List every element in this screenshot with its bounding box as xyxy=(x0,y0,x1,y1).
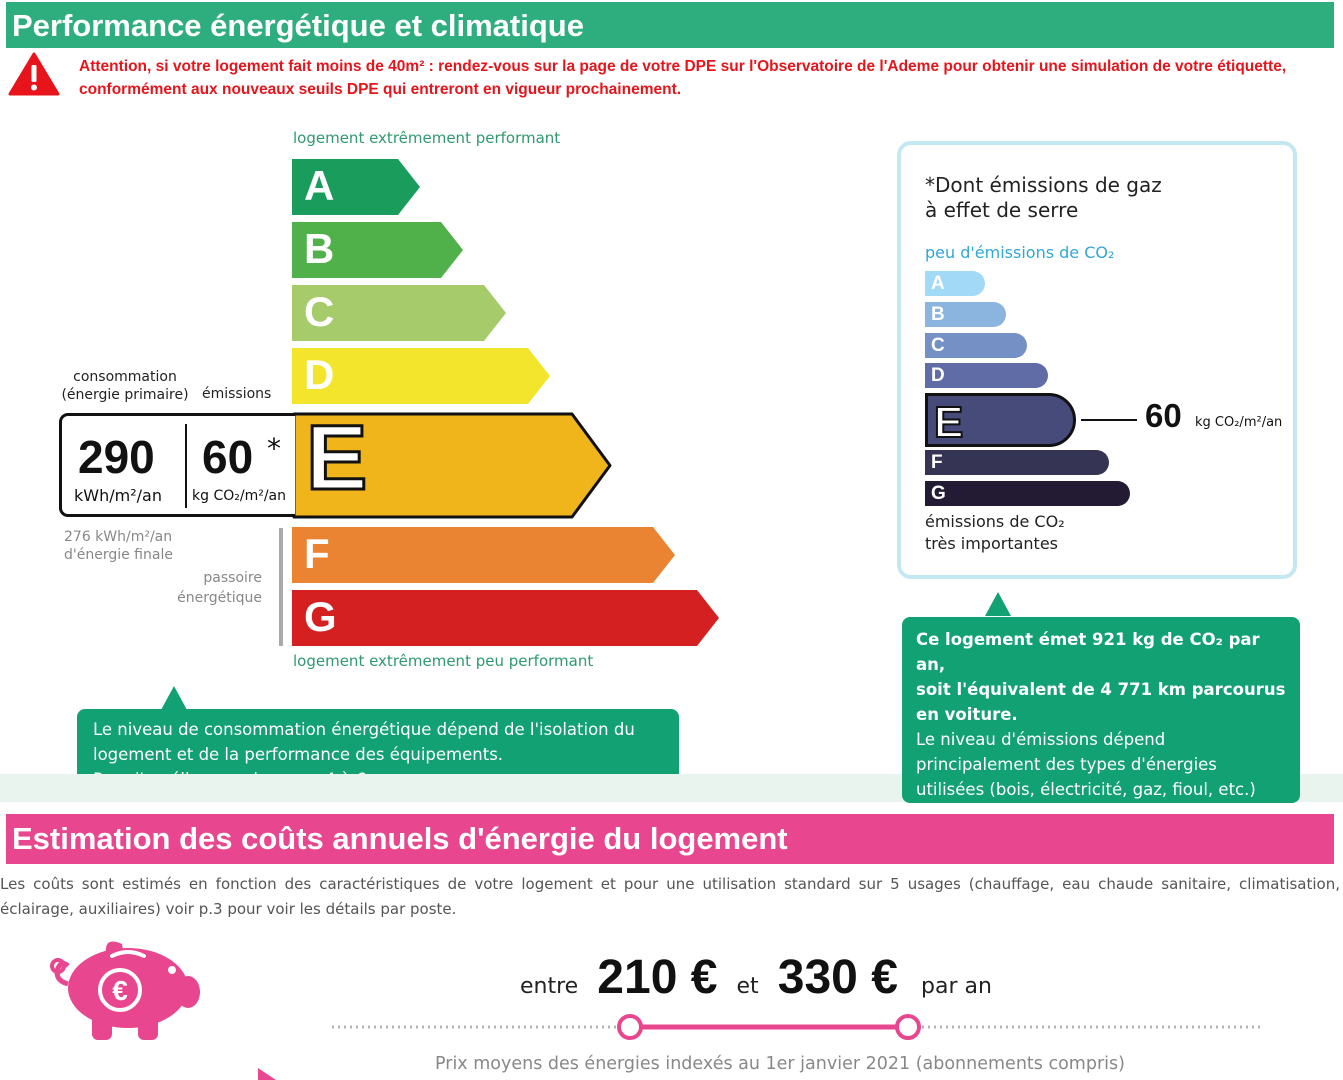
dpe-bottom-label: logement extrêmement peu performant xyxy=(293,652,594,670)
warning-icon xyxy=(8,52,60,96)
passoire-bracket xyxy=(279,528,283,646)
dpe-class-letter: F xyxy=(304,530,330,577)
ges-unit: kg CO₂/m²/an xyxy=(1195,415,1283,430)
and-label: et xyxy=(736,974,759,999)
emissions-unit: kg CO₂/m²/an xyxy=(192,488,286,504)
dpe-top-label: logement extrêmement performant xyxy=(293,129,561,147)
callout-pointer-left xyxy=(161,686,187,710)
passoire-label: passoire énergétique xyxy=(177,570,262,606)
ges-class-letter: B xyxy=(931,304,945,325)
cost-range-bar xyxy=(330,1012,1264,1042)
cost-max: 330 € xyxy=(777,951,898,1004)
emissions-star: * xyxy=(267,432,281,465)
value-divider xyxy=(185,424,187,508)
dpe-class-letter: G xyxy=(304,593,337,640)
cost-range-text xyxy=(520,950,1080,1010)
ges-panel xyxy=(897,141,1297,579)
performance-title: Performance énergétique et climatique xyxy=(12,8,584,43)
ges-value: 60 xyxy=(1145,397,1182,434)
ges-class-c xyxy=(925,333,1027,358)
ges-class-a xyxy=(925,271,985,296)
piggy-bank-icon xyxy=(48,934,200,1042)
warning-text: Attention, si votre logement fait moins de 40m² : rendez-vous sur la page de votre DPE sur l'Observatoire de l'Ademe pour obtenir une simulation de votre étiquette, conformément aux nouveaux seuils DPE qui entreront en vigueur prochainement. xyxy=(79,58,1287,98)
price-note: Prix moyens des énergies indexés au 1er janvier 2021 (abonnements compris) xyxy=(435,1054,1125,1074)
ges-leader-line xyxy=(1081,419,1137,421)
ges-class-f xyxy=(925,450,1109,475)
ges-class-letter: F xyxy=(931,452,943,473)
ges-class-e xyxy=(925,393,1076,447)
ges-class-letter: D xyxy=(931,365,945,386)
cost-min: 210 € xyxy=(597,951,718,1004)
callout-pointer-right xyxy=(985,592,1011,616)
ges-top-label: peu d'émissions de CO₂ xyxy=(925,243,1115,262)
consumption-value: 290 xyxy=(78,431,155,483)
consumption-unit: kWh/m²/an xyxy=(74,486,162,505)
per-year-label: par an xyxy=(921,974,992,999)
between-label: entre xyxy=(520,974,579,999)
ges-class-letter: G xyxy=(931,483,946,504)
costs-header xyxy=(6,814,1334,864)
ges-title: *Dont émissions de gaz à effet de serre xyxy=(925,173,1162,222)
ges-class-d xyxy=(925,363,1048,388)
dpe-class-letter: B xyxy=(304,225,335,272)
consumption-label: consommation (énergie primaire) xyxy=(61,369,189,403)
svg-text:€: € xyxy=(112,975,128,1006)
costs-description: Les coûts sont estimés en fonction des caractéristiques de votre logement et pour une utilisation standard sur 5 usages (chauffage, eau chaude sanitaire, climatisation, éclairage, auxiliaires) voir p.3 pour voir les détails par poste. xyxy=(0,875,1340,918)
ges-class-letter: E xyxy=(934,398,964,447)
final-energy-note: 276 kWh/m²/an d'énergie finale xyxy=(64,529,173,563)
ges-class-letter: C xyxy=(931,335,945,356)
corner-marker xyxy=(258,1068,276,1080)
ges-class-g xyxy=(925,481,1130,506)
ges-bottom-label: émissions de CO₂ très importantes xyxy=(925,512,1065,553)
emissions-callout: Ce logement émet 921 kg de CO₂ par an, soit l'équivalent de 4 771 km parcourus en voiture. Le niveau d'émissions dépend principalement des types d'énergies utilisées (bois, électricité, gaz, fioul, etc.) xyxy=(902,617,1300,803)
emissions-label: émissions xyxy=(202,386,272,402)
dpe-class-letter: A xyxy=(304,162,335,209)
dpe-class-letter: D xyxy=(304,351,335,398)
dpe-value-box xyxy=(59,413,295,517)
dpe-class-letter: E xyxy=(306,407,368,509)
ges-class-letter: A xyxy=(931,273,945,294)
dpe-class-letter: C xyxy=(304,288,335,335)
ges-class-b xyxy=(925,302,1006,327)
consumption-callout: Le niveau de consommation énergétique dépend de l'isolation du logement et de la performance des équipements. xyxy=(77,709,679,799)
performance-header xyxy=(6,2,1334,48)
costs-title: Estimation des coûts annuels d'énergie du logement xyxy=(12,821,788,856)
emissions-value: 60 xyxy=(202,431,254,483)
